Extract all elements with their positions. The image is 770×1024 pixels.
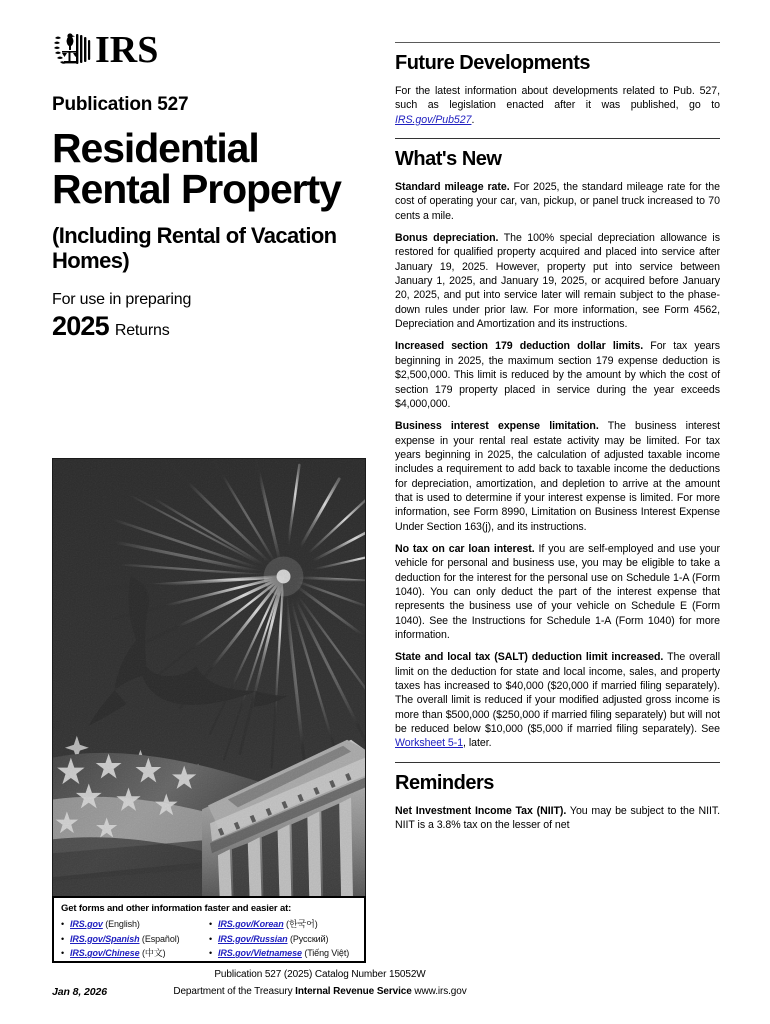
section-reminders [395, 772, 720, 833]
footer-department: Department of the Treasury [173, 986, 293, 997]
publication-number: Publication 527 [52, 94, 189, 115]
bullet-icon: • [209, 948, 213, 959]
language-columns [61, 917, 357, 961]
irs-wordmark: IRS [95, 28, 159, 71]
link-worksheet-5-1[interactable]: Worksheet 5-1 [395, 737, 464, 750]
cover-illustration [52, 458, 366, 904]
language-native-english: (English) [105, 919, 140, 929]
language-native-spanish: (Español) [141, 933, 180, 944]
paragraph-text: If you are self-employed and use your vehicle for personal and business use, you may be eligible to take a deduction for the interest for the personal use on Schedule 1-A (Form 1040). You can only deduct the part of the interest expense that represents the business use of your vehicle on Schedule E (Form 1040). See the Instructions for Schedule 1-A (Form 1040) for more information. [395, 542, 720, 641]
run-in-heading: Net Investment Income Tax (NIIT). [395, 804, 567, 817]
section-heading-reminders: Reminders [395, 771, 494, 794]
run-in-heading: Standard mileage rate. [395, 181, 510, 194]
language-native-korean: (한국어) [286, 919, 318, 929]
paragraph-standard-mileage-rate [395, 180, 720, 223]
language-column-left [61, 917, 209, 961]
cover-header [52, 28, 368, 342]
footer-date: Jan 8, 2026 [52, 986, 107, 998]
returns-label: Returns [114, 322, 170, 340]
bullet-icon: • [209, 919, 213, 929]
list-item [209, 917, 357, 932]
page-subtitle: (Including Rental of Vacation Homes) [52, 223, 337, 273]
section-heading-future-developments: Future Developments [395, 52, 590, 74]
run-in-heading: No tax on car loan interest. [395, 542, 535, 555]
footer-publication-line: Publication 527 (2025) Catalog Number 15052W [214, 969, 426, 980]
paragraph-text-end: , later. [463, 737, 492, 750]
paragraph-text: For tax years beginning in 2025, the maximum section 179 expense deduction is $2,500,000. This limit is reduced by the amount by which the cost of section 179 property placed in service during the year exceeds $4,000,000. [395, 340, 720, 410]
language-link-spanish[interactable]: IRS.gov/Spanish [70, 933, 140, 944]
list-item [61, 946, 209, 961]
bullet-icon: • [61, 948, 65, 959]
paragraph-business-interest-expense [395, 419, 720, 534]
irs-eagle-scales-emblem-icon [52, 30, 94, 68]
paragraph-no-tax-car-loan-interest [395, 542, 720, 642]
list-item [61, 917, 209, 932]
tax-year-line [52, 311, 368, 342]
paragraph-text: For 2025, the standard mileage rate for the cost of operating your car, van, pickup, or panel truck increased to 70 cents a mile. [395, 181, 720, 222]
divider [395, 42, 720, 43]
page-title: Residential Rental Property [52, 125, 341, 212]
language-box-heading: Get forms and other information faster and easier at: [61, 903, 292, 914]
language-native-russian: (Pусский) [289, 933, 329, 944]
section-future-developments [395, 52, 720, 127]
language-native-vietnamese: (Tiếng Việt) [304, 948, 350, 959]
paragraph-text: For the latest information about developments related to Pub. 527, such as legislation enacted after it was published, go to [395, 85, 720, 112]
list-item [209, 932, 357, 947]
main-content-column [395, 42, 720, 840]
language-links-box [52, 896, 366, 963]
paragraph-text-end: . [471, 113, 475, 126]
footer-website: www.irs.gov [414, 986, 467, 997]
language-column-right [209, 917, 357, 961]
paragraph-bonus-depreciation [395, 231, 720, 331]
paragraph-text: The 100% special depreciation allowance is restored for qualified property acquired and placed into service after January 19, 2025. However, property put into service between January 1, 2025, and January 19, 2025, or acquired before January 20, 2025, and put into service later will remain subject to the phase-down rules under prior law. For more information, see Form 4562, Depreciation and Amortization and its instructions. [395, 232, 720, 331]
tax-year: 2025 [52, 311, 109, 342]
section-whats-new [395, 148, 720, 751]
link-irs-pub527[interactable]: IRS.gov/Pub527 [395, 113, 472, 126]
bullet-icon: • [209, 933, 213, 944]
language-native-chinese: (中文) [141, 948, 166, 959]
language-link-vietnamese[interactable]: IRS.gov/Vietnamese [218, 948, 302, 959]
paragraph-section-179-limits [395, 339, 720, 411]
footer-agency: Internal Revenue Service [295, 986, 412, 997]
paragraph-salt-deduction-limit [395, 650, 720, 750]
paragraph-text: The overall limit on the deduction for state and local income, sales, and property taxes has increased to $40,000 ($20,000 if married filing separately). The overall limit is reduced if your modified adjusted gross income is more than $500,000 ($250,000 if married filing separately) but will not be reduced below $10,000 ($5,000 if married filing separately). See [395, 651, 720, 736]
run-in-heading: Increased section 179 deduction dollar limits. [395, 340, 644, 353]
language-link-english[interactable]: IRS.gov [70, 919, 103, 929]
language-link-russian[interactable]: IRS.gov/Russian [218, 933, 288, 944]
for-use-label: For use in preparing [52, 291, 192, 309]
irs-logo [52, 28, 368, 71]
run-in-heading: Bonus depreciation. [395, 232, 499, 245]
language-link-chinese[interactable]: IRS.gov/Chinese [70, 948, 140, 959]
paragraph-text: The business interest expense in your rental real estate activity may be limited. For tax years beginning in 2025, the calculation of adjusted taxable income includes a requirement to add back to taxable income the deductions for depreciation, amortization, and depletion to arrive at the amount that is used to determine if your interest expense is limited. For more information, see Form 8990, Limitation on Business Interest Expense Under Section 163(j), and its instructions. [395, 420, 720, 533]
paragraph [395, 84, 720, 127]
run-in-heading: Business interest expense limitation. [395, 420, 599, 433]
list-item [209, 946, 357, 961]
bullet-icon: • [61, 919, 65, 929]
fireworks-eagle-flag-illustration-icon [53, 459, 365, 903]
paragraph-niit [395, 804, 720, 833]
language-link-korean[interactable]: IRS.gov/Korean [218, 919, 284, 929]
bullet-icon: • [61, 933, 65, 944]
divider [395, 762, 720, 763]
run-in-heading: State and local tax (SALT) deduction limit increased. [395, 651, 664, 664]
paragraph-text: You may be subject to the NIIT. NIIT is a 3.8% tax on the lesser of net [395, 804, 720, 832]
section-heading-whats-new: What's New [395, 148, 502, 171]
divider [395, 138, 720, 139]
list-item [61, 932, 209, 947]
